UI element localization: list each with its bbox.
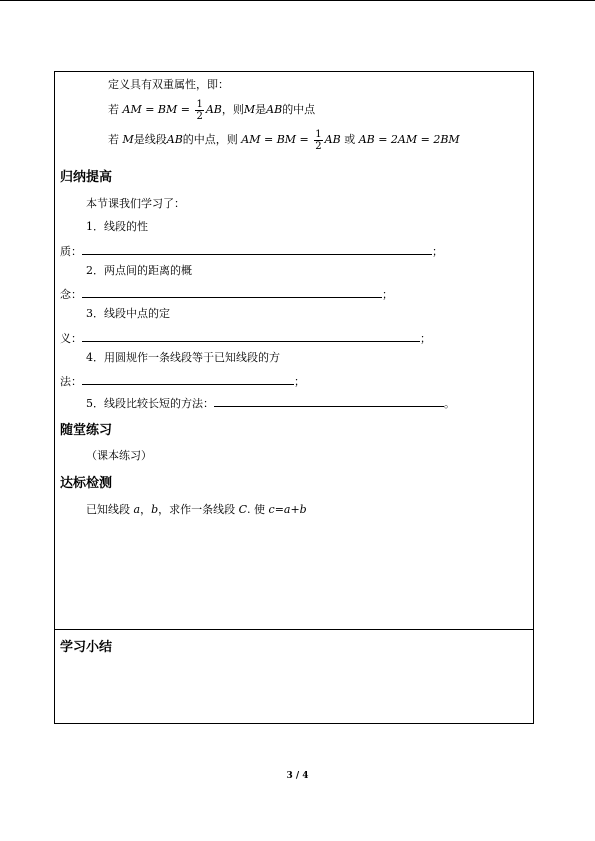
section-heading-test: 达标检测 [60,476,113,491]
header-rule [0,0,595,1]
summary-item-1-line: 质： ； [60,245,443,258]
definition-line-1: 若 AM = BM = $\frac{1}{2}$ AB，则M是AB的中点 [108,98,316,122]
fraction-half: $\frac{1}{2}$ [196,98,203,122]
summary-item-4-line: 法： ； [60,375,305,388]
table-divider [55,629,533,630]
summary-item-2-line: 念： ； [60,288,393,301]
answer-blank[interactable] [82,374,294,385]
summary-item-5: 5．线段比较长短的方法： 。 [86,397,455,410]
test-question: 已知线段 a，b，求作一条线段 C. 使 c=a+b [86,503,307,516]
section-heading-closing: 学习小结 [60,640,113,655]
definition-intro: 定义具有双重属性，即： [108,78,229,91]
definition-line-2: 若 M是线段AB的中点，则 AM = BM = $\frac{1}{2}$ AB 或 AB = 2AM = 2BM [108,128,460,152]
section-heading-summary: 归纳提高 [60,170,113,185]
summary-item-3-line: 义： ； [60,332,431,345]
answer-blank[interactable] [82,287,382,298]
summary-item-3: 3．线段中点的定 [86,307,170,320]
section-heading-practice: 随堂练习 [60,423,113,438]
summary-intro: 本节课我们学习了： [86,197,185,210]
page-number: 3 / 4 [286,771,309,781]
answer-blank[interactable] [82,331,420,342]
summary-item-4: 4．用圆规作一条线段等于已知线段的方 [86,351,280,364]
answer-blank[interactable] [214,396,444,407]
fraction-half: $\frac{1}{2}$ [315,128,322,152]
answer-blank[interactable] [82,244,432,255]
summary-item-2: 2．两点间的距离的概 [86,264,192,277]
summary-item-1: 1．线段的性 [86,220,148,233]
practice-text: （课本练习） [86,449,152,462]
